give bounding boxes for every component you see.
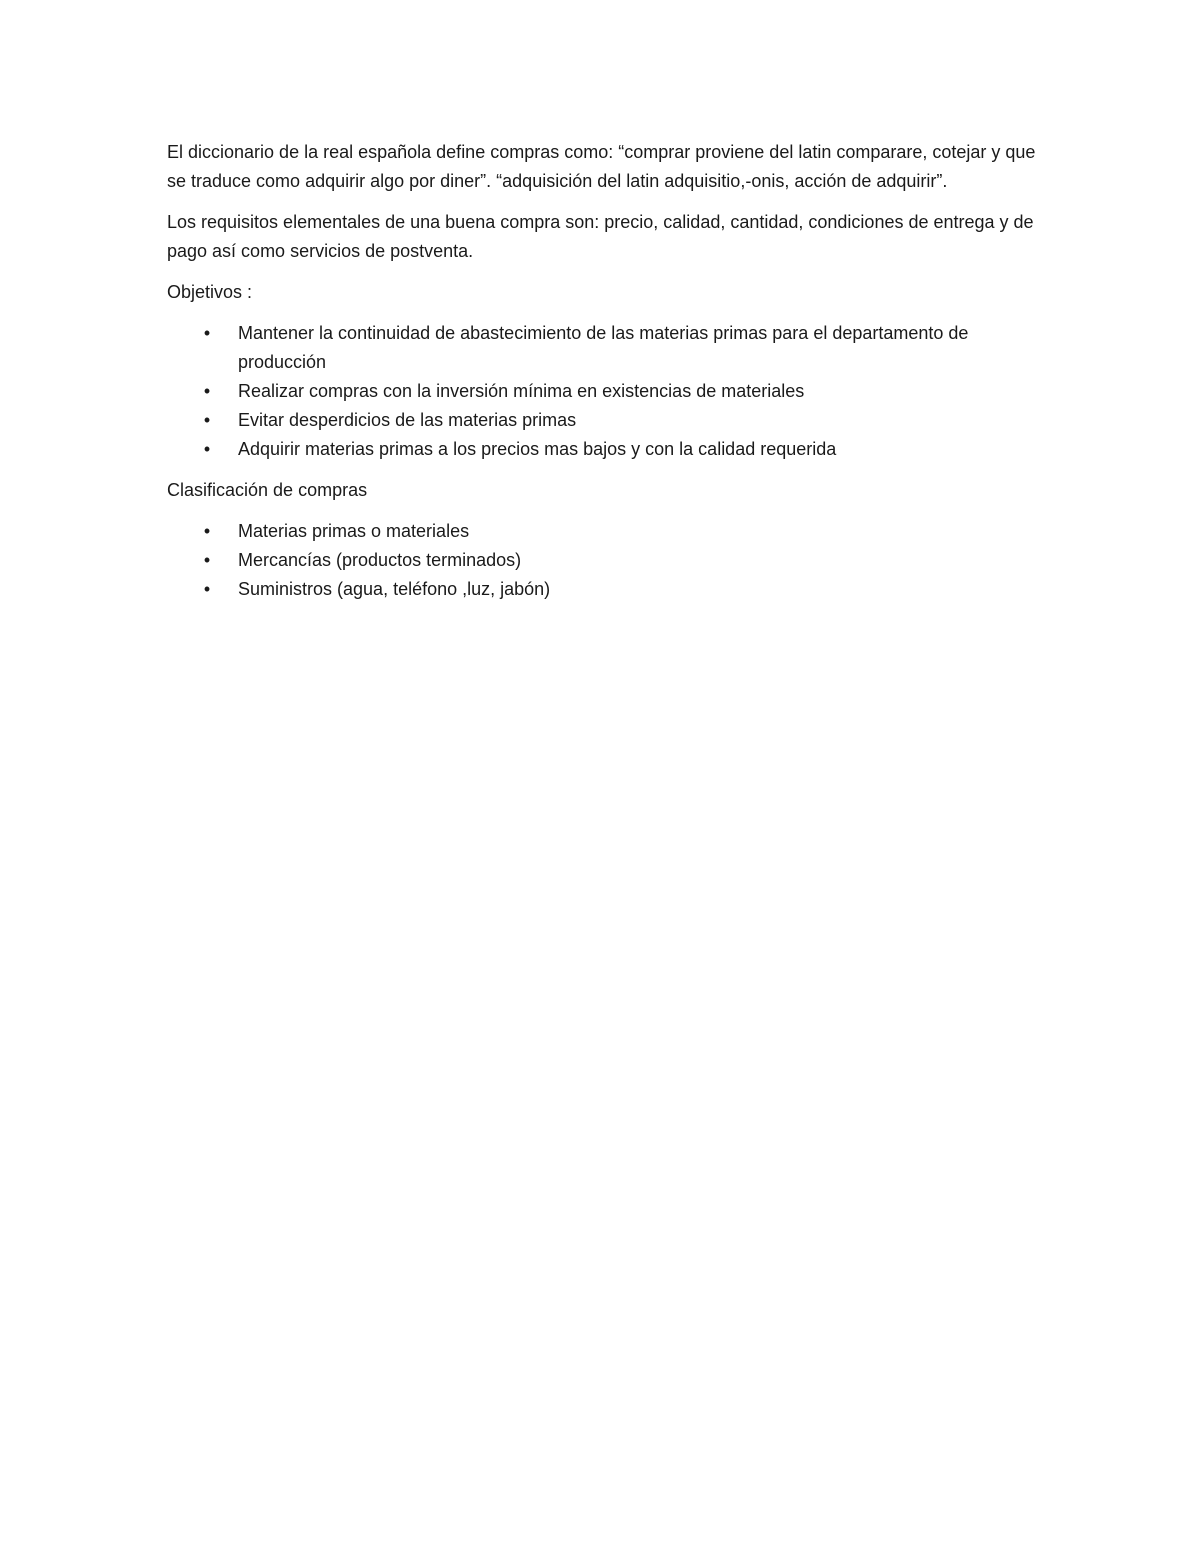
list-item-text: Adquirir materias primas a los precios mas bajos y con la calidad requerida xyxy=(238,439,837,459)
bullet-icon: • xyxy=(203,579,211,599)
requirements-paragraph: Los requisitos elementales de una buena compra son: precio, calidad, cantidad, condiciones de entrega y de pago así como servicios de postventa. xyxy=(167,212,1034,261)
bullet-icon: • xyxy=(203,323,211,343)
list-item xyxy=(167,406,1037,435)
list-item-text: Mantener la continuidad de abastecimiento de las materias primas para el departamento de producción xyxy=(238,323,969,372)
classification-list xyxy=(167,517,1037,604)
list-item-text: Mercancías (productos terminados) xyxy=(238,550,522,570)
list-item-text: Realizar compras con la inversión mínima en existencias de materiales xyxy=(238,381,805,401)
list-item xyxy=(167,517,1037,546)
list-item-text: Suministros (agua, teléfono ,luz, jabón) xyxy=(238,579,551,599)
bullet-icon: • xyxy=(203,550,211,570)
objectives-heading: Objetivos : xyxy=(167,282,253,302)
list-item xyxy=(167,377,1037,406)
list-item xyxy=(167,435,1037,464)
document-body xyxy=(167,138,1037,616)
list-item-text: Materias primas o materiales xyxy=(238,521,470,541)
bullet-icon: • xyxy=(203,439,211,459)
list-item xyxy=(167,546,1037,575)
list-item-text: Evitar desperdicios de las materias primas xyxy=(238,410,577,430)
definition-paragraph: El diccionario de la real española define compras como: “comprar proviene del latin comparare, cotejar y que se traduce como adquirir algo por diner”. “adquisición del latin adquisitio,-onis, acción de adquirir”. xyxy=(167,142,1036,191)
bullet-icon: • xyxy=(203,381,211,401)
bullet-icon: • xyxy=(203,521,211,541)
classification-heading: Clasificación de compras xyxy=(167,480,368,500)
list-item xyxy=(167,319,1037,377)
bullet-icon: • xyxy=(203,410,211,430)
objectives-list xyxy=(167,319,1037,464)
list-item xyxy=(167,575,1037,604)
